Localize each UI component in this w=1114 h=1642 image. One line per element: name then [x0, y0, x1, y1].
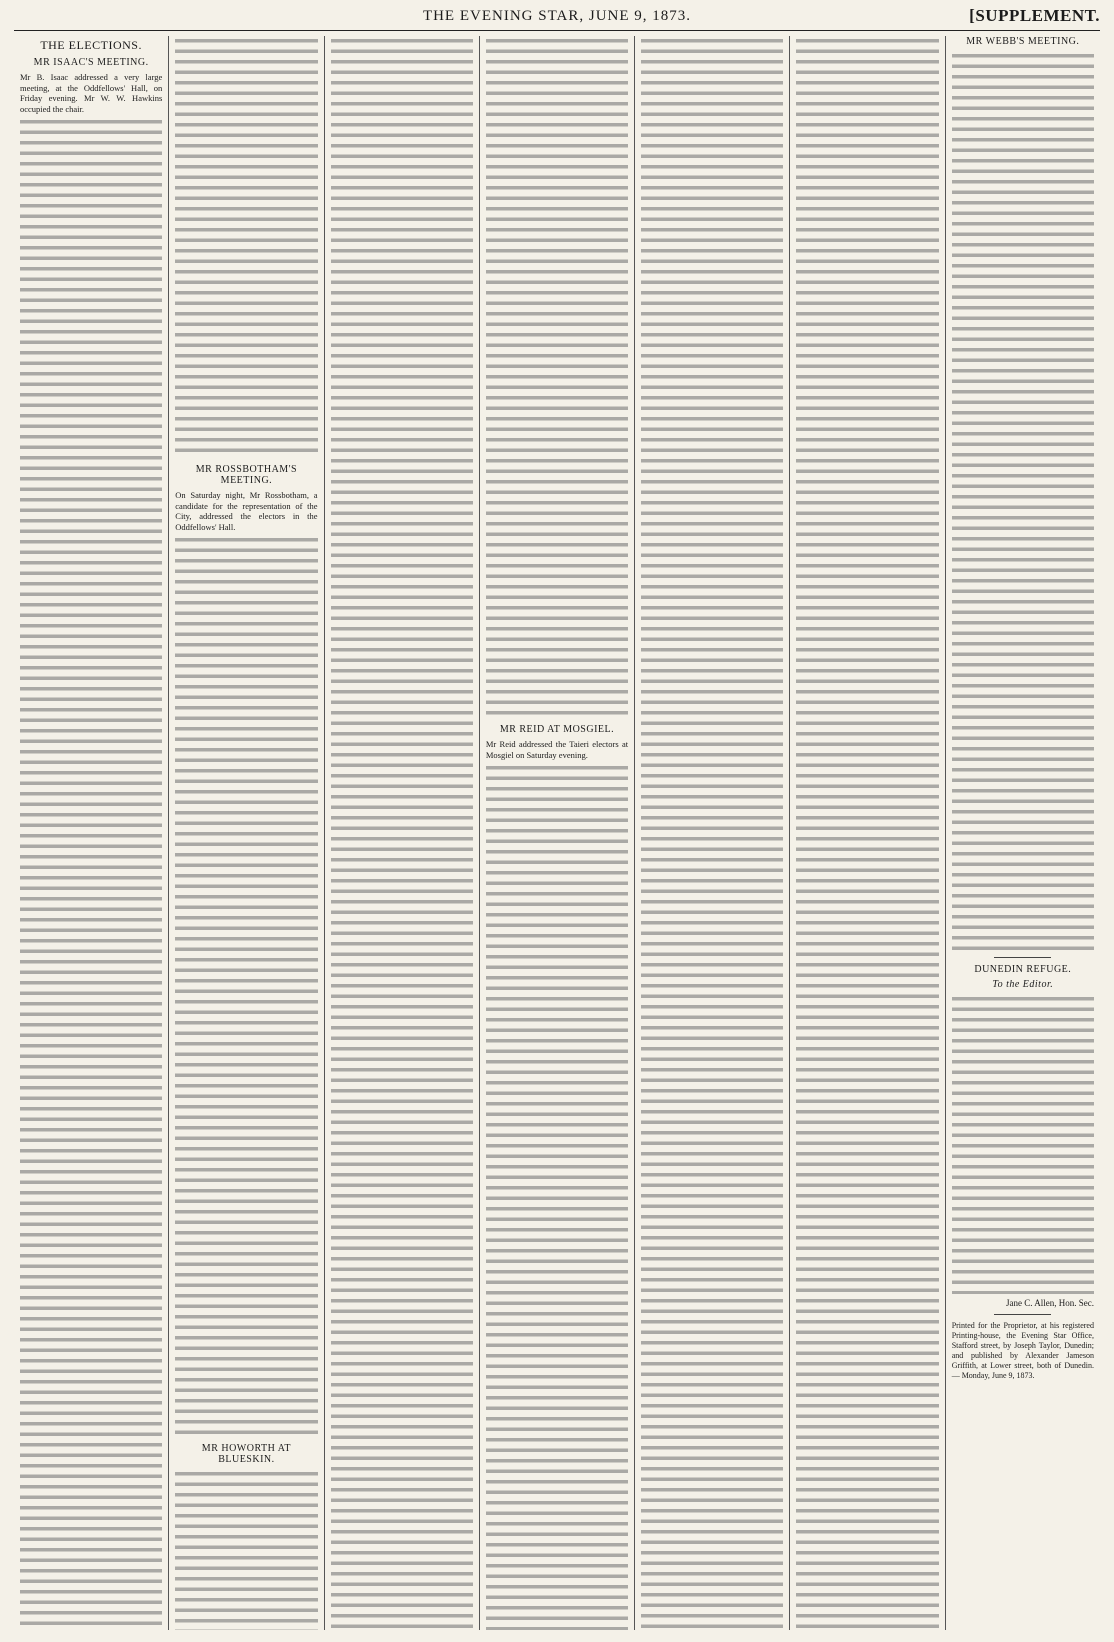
supplement-label: [SUPPLEMENT. [969, 6, 1100, 25]
column-4 [480, 36, 635, 1630]
divider [994, 957, 1051, 958]
masthead [14, 8, 1100, 31]
printer-imprint: Printed for the Proprietor, at his registered Printing-house, the Evening Star Office, Stafford street, by Joseph Taylor, Dunedin; and published by Alexander Jameson Griffith, at Lower street, both of Dunedin. — Monday, June 9, 1873. [951, 1321, 1094, 1380]
column-2 [169, 36, 324, 1630]
column-text-body [952, 51, 1094, 951]
column-6 [790, 36, 945, 1630]
column-text-body [952, 994, 1094, 1294]
rossbotham-meeting-heading: MR ROSSBOTHAM'S MEETING. [195, 464, 298, 486]
column-5 [635, 36, 790, 1630]
column-7 [946, 36, 1100, 1630]
reid-mosgiel-heading: MR REID AT MOSGIEL. [499, 724, 615, 735]
column-text-body [486, 36, 628, 456]
dunedin-refuge-heading: DUNEDIN REFUGE. [974, 964, 1072, 975]
column-3 [325, 36, 480, 1630]
newspaper-title: THE EVENING STAR, JUNE 9, 1873. [422, 8, 692, 24]
column-text-body [486, 763, 628, 1630]
webb-meeting-heading: MR WEBB'S MEETING. [966, 36, 1080, 47]
column-text-body [331, 36, 473, 1630]
isaac-meeting-heading: MR ISAAC'S MEETING. [33, 57, 149, 68]
column-text-body [486, 456, 628, 716]
column-text-body [175, 535, 317, 1435]
to-editor-heading: To the Editor. [992, 979, 1054, 990]
rossbotham-meeting-lede: On Saturday night, Mr Rossbotham, a candidate for the representation of the City, addressed the electors in the Oddfellows' Hall. [175, 490, 318, 532]
column-text-body [20, 117, 162, 1630]
howorth-blueskin-heading: MR HOWORTH AT BLUESKIN. [201, 1443, 292, 1465]
column-text-body [175, 36, 317, 456]
column-text-body [796, 36, 938, 1630]
reid-mosgiel-lede: Mr Reid addressed the Taieri electors at Mosgiel on Saturday evening. [485, 739, 629, 760]
elections-heading: THE ELECTIONS. [40, 38, 142, 52]
refuge-signature: Jane C. Allen, Hon. Sec. [1005, 1298, 1094, 1308]
column-text-body [175, 1469, 317, 1630]
column-1 [14, 36, 169, 1630]
divider [994, 1314, 1051, 1315]
isaac-meeting-lede: Mr B. Isaac addressed a very large meeting, at the Oddfellows' Hall, on Friday evening. Mr W. W. Hawkins occupied the chair. [20, 72, 163, 114]
column-text-body [641, 36, 783, 1630]
page-columns [14, 36, 1100, 1630]
